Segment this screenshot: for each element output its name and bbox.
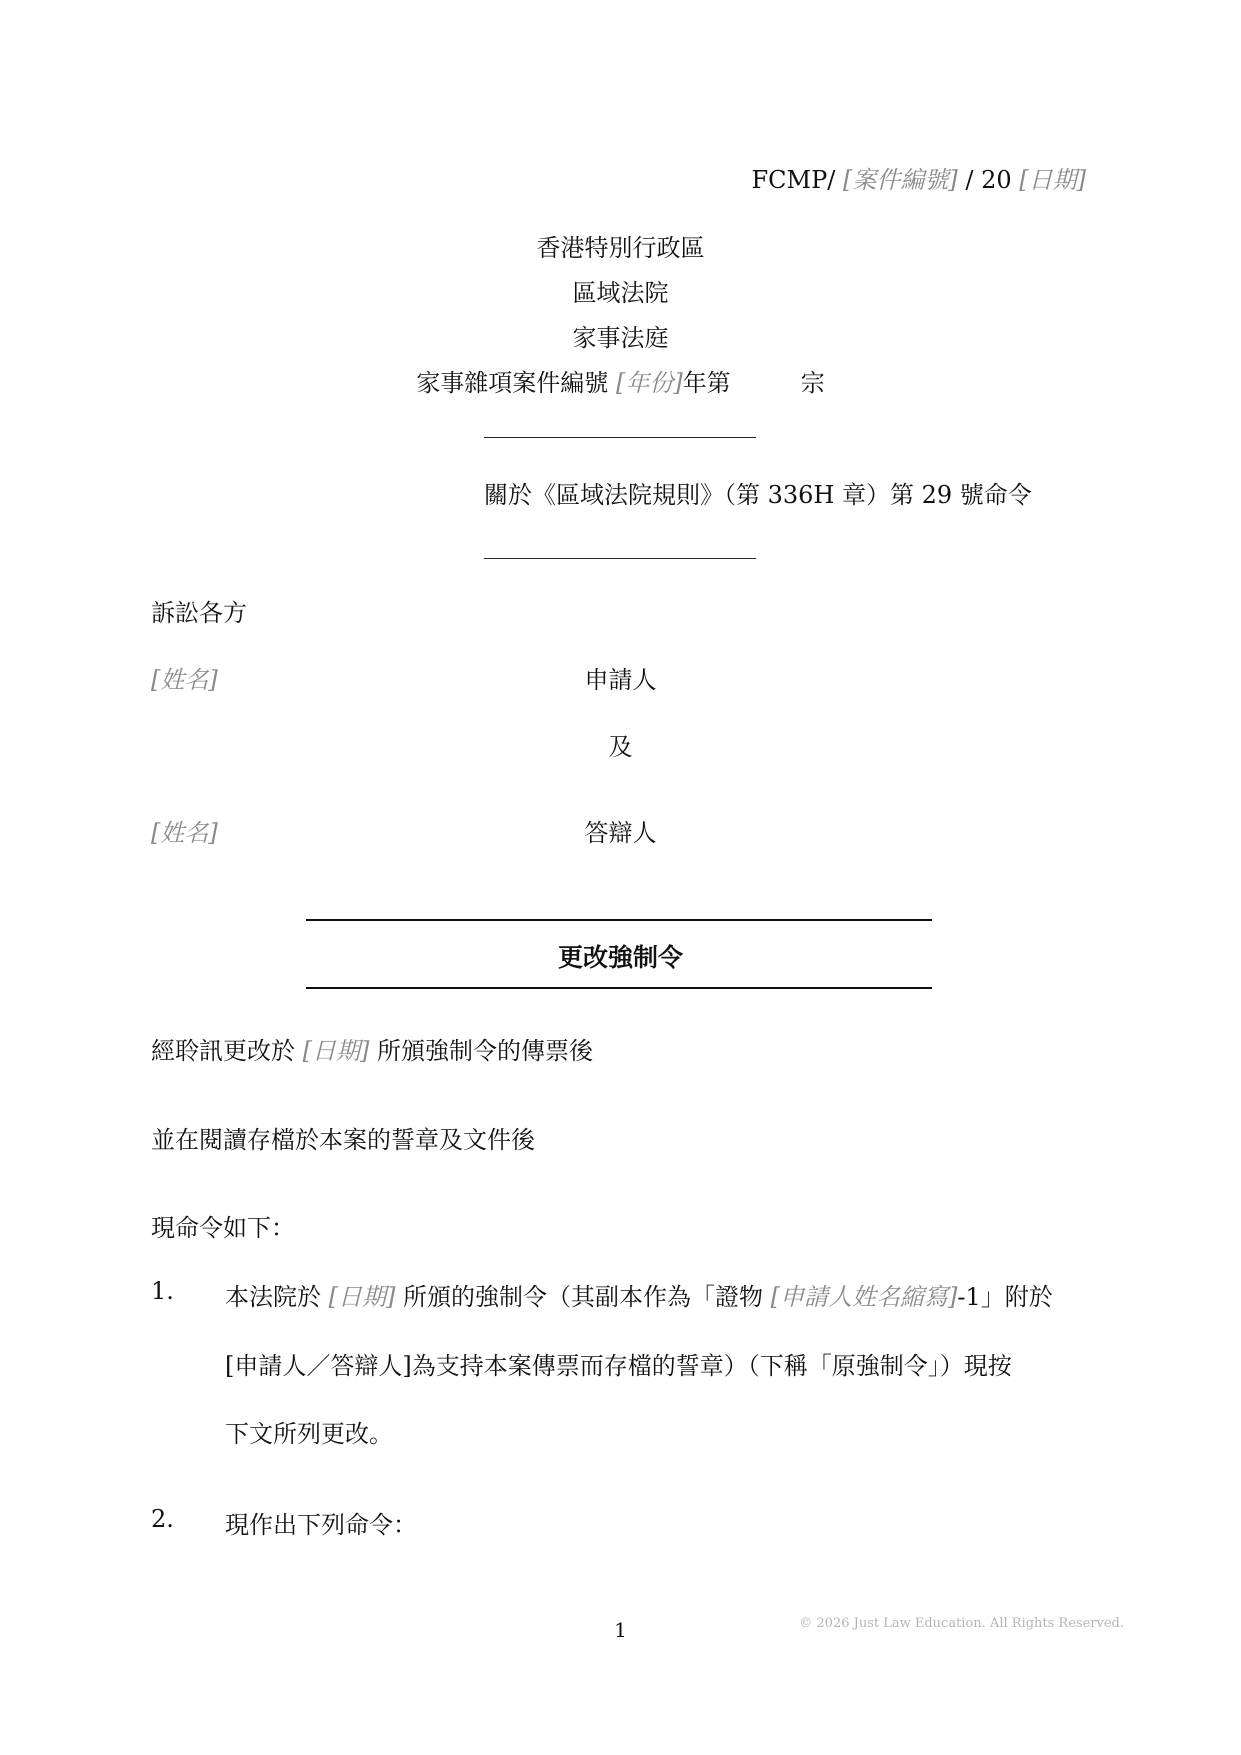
paragraph-2-line-1: 現作出下列命令：	[225, 1511, 417, 1539]
in-the-matter-line: 關於《區域法院規則》（第 336H 章）第 29 號命令	[484, 481, 1032, 509]
paragraph-1-date-placeholder: [日期]	[328, 1283, 396, 1311]
case-separator: / 20	[957, 166, 1012, 194]
paragraph-1-number: 1.	[151, 1277, 174, 1305]
paragraph-1-line-2: [申請人／答辯人]為支持本案傳票而存檔的誓章）（下稱「原強制令」）現按	[225, 1352, 1012, 1380]
applicant-name-placeholder: [姓名]	[151, 666, 218, 694]
divider-top	[484, 437, 756, 438]
paragraph-2-number: 2.	[151, 1505, 174, 1533]
recital-reading: 並在閱讀存檔於本案的誓章及文件後	[151, 1126, 535, 1154]
respondent-name-placeholder: [姓名]	[151, 819, 218, 847]
court-region: 香港特別行政區	[536, 234, 705, 262]
case-number-line	[0, 363, 1241, 398]
paragraph-1-initials-placeholder: [申請人姓名縮寫]	[770, 1283, 958, 1311]
recital-order: 現命令如下：	[151, 1214, 295, 1242]
parties-conjunction: 及	[608, 733, 633, 761]
paragraph-1-mid: 所頒的強制令（其副本作為「證物	[403, 1283, 764, 1311]
recital-hearing-prefix: 經聆訊更改於	[151, 1037, 295, 1065]
case-number-placeholder: [案件編號]	[843, 166, 958, 194]
recital-date-placeholder: [日期]	[302, 1037, 370, 1065]
case-line-mid: 年第	[682, 369, 731, 397]
court-name: 區域法院	[572, 279, 669, 307]
paragraph-1-suffix: -1」附於	[957, 1283, 1053, 1311]
divider-bottom	[484, 558, 756, 559]
case-year-placeholder: [年份]	[615, 369, 683, 397]
applicant-role: 申請人	[584, 666, 657, 694]
copyright-notice: © 2026 Just Law Education. All Rights Reserved.	[799, 1616, 1124, 1631]
paragraph-1-line-3: 下文所列更改。	[225, 1420, 393, 1448]
case-line-suffix: 宗	[800, 369, 825, 397]
title-rule-bottom	[306, 987, 932, 989]
year-placeholder: [日期]	[1019, 166, 1086, 194]
order-title: 更改強制令	[557, 943, 683, 972]
court-division: 家事法庭	[572, 324, 669, 352]
case-prefix: FCMP/	[751, 166, 836, 194]
case-line-prefix: 家事雜項案件編號	[416, 369, 609, 397]
paragraph-1-line-1	[225, 1277, 1091, 1312]
recital-hearing-suffix: 所頒強制令的傳票後	[377, 1037, 594, 1065]
page-number: 1	[614, 1618, 627, 1642]
title-rule-top	[306, 919, 932, 921]
respondent-role: 答辯人	[584, 819, 657, 847]
parties-heading: 訴訟各方	[151, 599, 247, 627]
paragraph-1-prefix: 本法院於	[225, 1283, 321, 1311]
case-reference	[752, 160, 1086, 195]
recital-hearing	[151, 1031, 593, 1066]
